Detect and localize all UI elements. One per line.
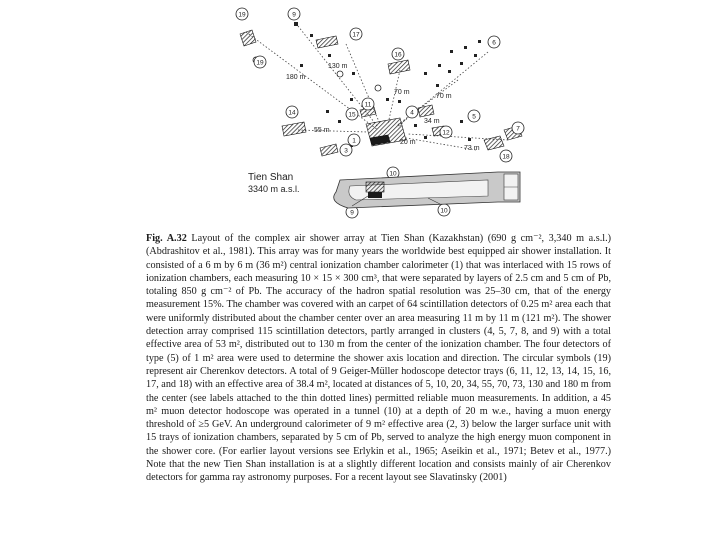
distance-55m: 55 m: [314, 127, 330, 134]
marker-6: 6: [492, 39, 496, 47]
marker-16: 16: [394, 51, 402, 59]
marker-17: 17: [352, 31, 360, 39]
array-layout-figure: [228, 2, 538, 220]
marker-11: 11: [364, 101, 372, 109]
figure-label: Fig. A.32: [146, 233, 187, 244]
caption-line-2: shower installation. It consisted of a 6 m by 6 m (36 m²) central ionization chamber calorimeter (1): [146, 246, 611, 271]
caption-line-13: area of 38.4 m², located at distances of 5, 10, 20, 34, 55, 70, 73, 130 and 180 m from the center (see: [146, 379, 612, 404]
location-title: Tien Shan: [248, 172, 294, 183]
caption-line-17: larger surface unit with 15 trays of ionization chambers, separated by 5 cm of Pb, served to analyze: [146, 419, 612, 444]
marker-18: 18: [502, 153, 510, 161]
caption-line-1: a.s.l.) (Abdrashitov et al., 1981). This array was for many years the worldwide best equipped air: [146, 233, 612, 258]
figure-caption: [146, 232, 611, 485]
caption-line-4: were separated by layers of 2.5 cm and 5 cm of Pb, totaling 850 g cm⁻² of Pb. The accuracy of: [146, 272, 612, 298]
caption-line-21: astronomy purposes. For a recent layout see Slavatinsky (2001): [247, 472, 507, 484]
tray-18: [484, 136, 504, 150]
caption-line-8: detection array comprised 115 scintillation detectors, partly arranged in clusters (4, 5, 7, 8, and: [146, 326, 548, 338]
caption-line-3: that was interlaced with 15 rows of ionization chambers, each measuring 10 × 15 × 300 cm³, that: [146, 259, 612, 284]
tray-16a: [388, 60, 410, 74]
distance-20m: 20 m: [400, 139, 416, 146]
marker-7: 7: [516, 125, 520, 133]
distance-130m: 130 m: [328, 63, 348, 70]
distance-70m-a: 70 m: [394, 89, 410, 96]
marker-19b: 19: [256, 59, 264, 67]
cherenkov-detectors: [253, 57, 381, 91]
marker-1: 1: [352, 137, 356, 145]
caption-line-10: chamber. The four detectors of type (5) of 1 m² area were used to determine the shower axis: [146, 339, 612, 364]
marker-10: 10: [389, 170, 397, 178]
altitude-label: 3340 m a.s.l.: [248, 184, 300, 194]
caption-line-11: location and direction. The circular symbols (19) represent air Cherenkov detectors. A total of 9: [146, 352, 611, 377]
distance-34m: 34 m: [424, 118, 440, 125]
distance-180m: 180 m: [286, 74, 306, 81]
caption-line-20: is at a slightly different location and consists mainly of air Cherenkov detectors for gamma ray: [146, 459, 611, 484]
distance-73m: 73 m: [464, 145, 480, 152]
caption-line-12: Geiger-Müller hodoscope detector trays (6, 11, 12, 13, 14, 15, 16, 17, and 18) with an effective: [146, 365, 612, 391]
caption-line-5: the hadron spatial resolution was 25–30 cm, that of the energy measurement 15%. The chamber: [146, 286, 612, 311]
detector-trays: [240, 30, 522, 156]
caption-line-16: energy threshold of ≥5 GeV. An underground calorimeter of 9 m² effective area (2, 3) below the: [146, 405, 612, 431]
caption-line-7: distributed about the chamber center over an area measuring 11 m by 11 m (121 m²). The shower: [212, 312, 611, 324]
marker-12: 12: [442, 129, 450, 137]
caption-line-6: was covered with an carpet of 64 scintillation detectors of 0.25 m² area each that were uniformly: [146, 299, 611, 324]
marker-19: 19: [238, 11, 246, 19]
distance-70m-b: 70 m: [436, 93, 452, 100]
marker-10b: 10: [440, 207, 448, 215]
tray-4: [418, 105, 434, 117]
underground-tunnel: [334, 172, 520, 208]
marker-4: 4: [410, 109, 414, 117]
marker-5: 5: [472, 113, 476, 121]
marker-15: 15: [348, 111, 356, 119]
underground-calorimeter: [366, 182, 384, 192]
marker-3: 3: [344, 147, 348, 155]
tray-14: [282, 122, 306, 136]
caption-line-14: labels attached to the thin dotted lines) permitted reliable muon measurements. In addition, a 45 m²: [146, 392, 612, 417]
marker-9b: 9: [350, 209, 354, 217]
caption-line-15: muon detector hodoscope was operated in a tunnel (10) at a depth of 20 m w.e., having a muon: [161, 405, 580, 417]
caption-line-18: the high energy muon component in the shower core. (For earlier layout versions see Erlykin: [146, 432, 611, 457]
tray-17: [316, 36, 338, 48]
tray-19: [240, 30, 256, 46]
caption-line-19: et al., 1965; Aseikin et al., 1971; Betev et al., 1977.) Note that the new Tien Shan installation: [146, 445, 612, 471]
marker-14: 14: [288, 109, 296, 117]
caption-line-9: 9) with a total effective area of 53 m², distributed out to 130 m from the center of the ionization: [146, 326, 612, 351]
marker-9: 9: [292, 11, 296, 19]
tray-15: [320, 144, 338, 156]
caption-line-0: Layout of the complex air shower array at Tien Shan (Kazakhstan) (690 g cm⁻², 3,340 m: [191, 233, 585, 244]
